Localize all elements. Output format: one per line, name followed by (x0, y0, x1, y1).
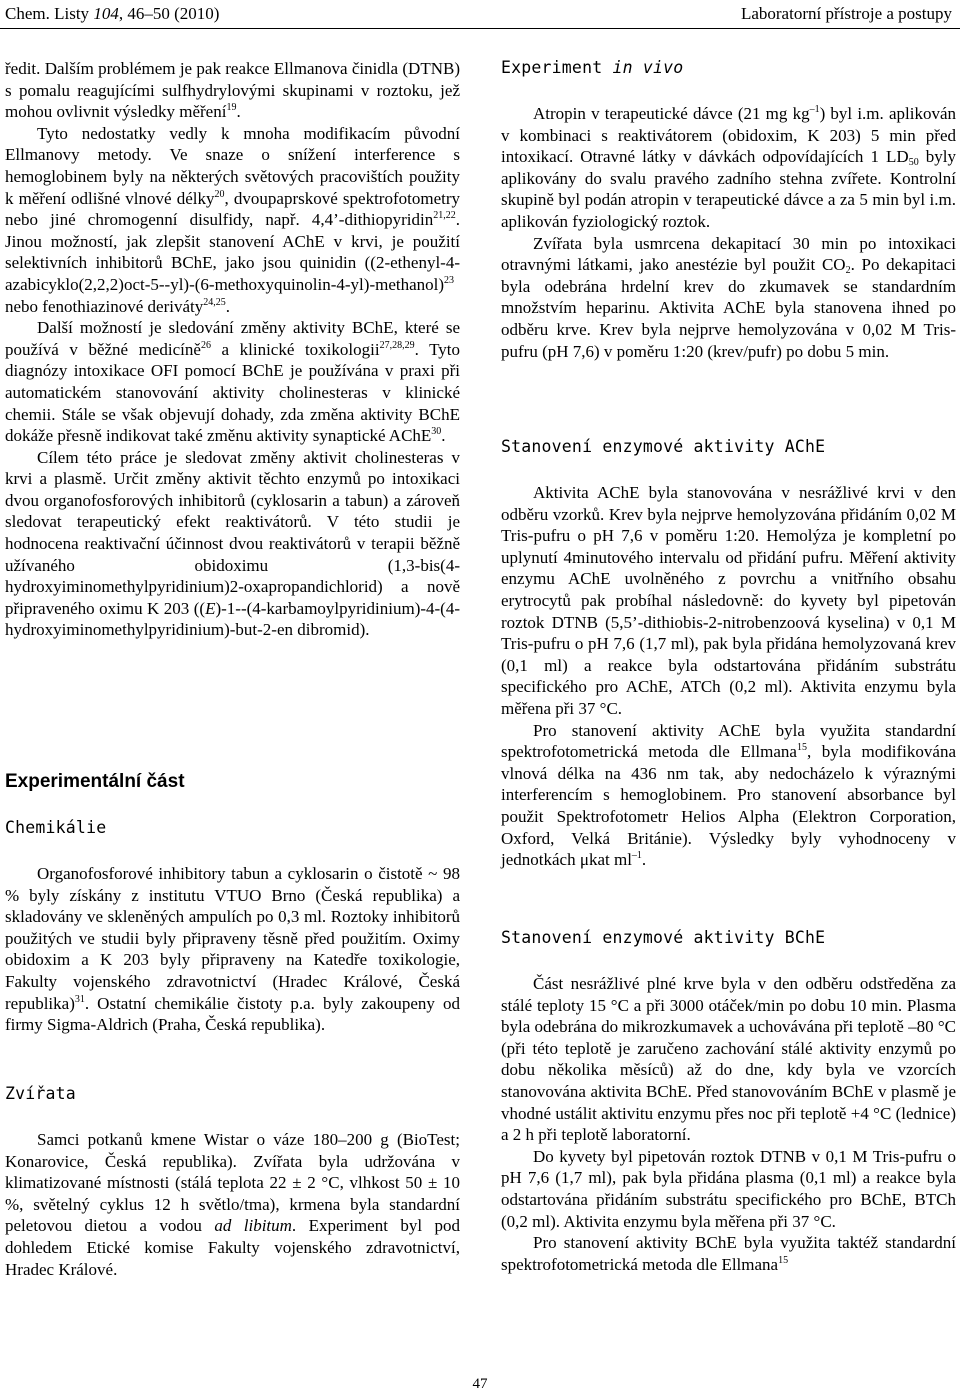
text: . (225, 296, 231, 316)
citation-ref: 19 (226, 102, 237, 114)
text: . Po dekapitaci byla odebrána hrdelní krev do zkumavek se standardním množstvím heparinu. Aktivita AChE byla stanovena ihned po odběru krve. Krev byla nejprve hemolyzována v 0,02 M Tris-pufru (pH 7,6) v poměru 1:20 (krev/pufr) po dobu 5 min. (501, 255, 956, 361)
journal-name: Chem. Listy (5, 4, 94, 23)
citation-ref: 26 (200, 339, 211, 351)
paragraph (5, 1129, 460, 1280)
subscript: 2 (845, 265, 851, 277)
text: a klinické toxikologii (210, 339, 380, 359)
citation-ref: 31 (74, 993, 85, 1005)
text: . Jinou možností, jak zlepšit stanovení AChE v krvi, je použití selektivních inhibitorů BChE, jako jsou quinidin ((2-ethenyl-4-azabicyklo(2,2,2)oct-5--yl)-(6-methoxyquinolin-4-yl)-methanol) (5, 210, 460, 294)
paragraph (5, 317, 460, 447)
paragraph (501, 233, 956, 363)
ache-section (501, 482, 956, 871)
running-header (0, 0, 960, 28)
text: byly aplikovány do svalu pravého zadního stehna zvířete. Kontrolní skupině byl podán atropin v terapeutické dávce a za 5 min byl i.m. aplikován fyziologický roztok. (501, 147, 956, 231)
header-rule (0, 28, 960, 29)
paragraph (501, 1232, 956, 1275)
journal-volume: 104 (93, 4, 119, 23)
text: Část nesrážlivé plné krve byla v den odběru odstředěna za stálé teploty 15 °C a při 3000 otáček/min po dobu 10 min. Plasma byla odebrána do mikrozkumavek a uchovávána při teplotě –80 °C (při této teplotě je zaručeno zachování stálé aktivity enzymů po dobu několika měsíců) až do dne, kdy byla ve vzorcích stanovována aktivita BChE. Před stanovováním BChE v plasmě je vhodné ustálit aktivitu enzymu přes noc při teplotě +4 °C (lednice) a 2 h při teplotě laboratorní. (501, 974, 956, 1145)
paragraph (5, 863, 460, 1036)
superscript: –1 (809, 104, 820, 115)
citation-ref: 21,22 (433, 210, 456, 222)
text: Pro stanovení aktivity BChE byla využita taktéž standardní spektrofotometrická metoda dle Ellmana (501, 1233, 956, 1274)
paragraph (501, 1146, 956, 1232)
text: ) byl i.m. aplikován v kombinaci s reaktivátorem (obidoxim, K 203) 5 min před intoxikací. Otravné látky v dávkách odpovídajících 1 LD (501, 104, 956, 167)
animals-section (5, 1129, 460, 1280)
text: Experiment (501, 58, 613, 77)
text: Samci potkanů kmene Wistar o váze 180–200 g (BioTest; Konarovice, Česká republika). Zvířata byla udržována v klimatizované místnosti (stálá teplota 22 ± 2 °C, vlhkost 50 ± 10 %, světelný cyklus 12 h světlo/tma), krmena byla standardní peletovou dietou a vodou (5, 1130, 460, 1236)
chemicals-section (5, 863, 460, 1036)
paragraph (5, 58, 460, 123)
text: Aktivita AChE byla stanovována v nesrážlivé krvi v den odběru vzorků. Krev byla nejprve hemolyzována přidáním 0,02 M Tris-pufru o pH 7,6 v poměru 1:20. Hemolýza je kompletní po uplynutí 4minutového intervalu od přidání pufru. Měření aktivity enzymu AChE uvolněného z povrchu a vnitřního obsahu erytrocytů pak probíhal následovně: do kyvety byl pipetován roztok DTNB (5,5’-dithiobis-2-nitrobenzoová kyselina) v 0,1 M Tris-pufru o pH 7,6 (1,7 ml), pak byla přidána hemolyzovaná krev (0,1 ml) a reakce byla odstartována přidáním substrátu specifického pro AChE, ATCh (0,2 ml). Aktivita enzymu byla měřena při 37 °C. (501, 483, 956, 718)
paragraph (501, 482, 956, 720)
journal-citation (5, 4, 219, 24)
citation-ref: 15 (796, 742, 807, 754)
paragraph (5, 123, 460, 317)
italic-text: E (205, 598, 216, 618)
subsection-heading-in-vivo (501, 58, 683, 77)
paragraph (501, 973, 956, 1146)
text: . (641, 850, 647, 870)
italic-text: in vivo (612, 58, 684, 77)
superscript: –1 (631, 850, 642, 862)
journal-pages: , 46–50 (2010) (118, 4, 220, 23)
subsection-heading-animals: Zvířata (5, 1084, 76, 1103)
text: . (236, 102, 241, 122)
text: Tyto nedostatky vedly k mnoha modifikacím původní Ellmanovy metody. Ve snaze o snížení interference s hemoglobinem byly na některých světových pracovištích použity k měření odlišné vlnové délky (5, 123, 460, 208)
text: , byla modifikována vlnová délka na 436 nm tak, aby nedocházelo k výraznými interferencím s hemoglobinem. Pro stanovení absorbance byl použit Spektrofotometr Helios Alpha (Elektron Corporation, Oxford, Velká Británie). Výsledky byly vyhodnoceny v jednotkách μkat ml (501, 742, 956, 870)
subsection-heading-bche: Stanovení enzymové aktivity BChE (501, 928, 826, 947)
text: , dvoupaprskové spektrofotometry nebo jiné chromogenní disulfidy, např. 4,4’-dithiopyridin (5, 188, 461, 230)
left-column-intro (5, 58, 460, 641)
text: Další možností je sledování změny aktivity BChE, které se používá v běžné medicíně (5, 318, 460, 359)
citation-ref: 30 (431, 426, 442, 438)
subsection-heading-chemicals: Chemikálie (5, 818, 107, 837)
citation-ref: 27,28,29 (379, 339, 415, 351)
text: . Tyto diagnózy intoxikace OFI pomocí BChE je používána v praxi při automatickém stanovování aktivity cholinesteras v klinické chemii. Stále se však objevují dohady, zda změna aktivity BChE dokáže přesně indikovat také změnu aktivity synaptické AChE (5, 339, 460, 446)
text: . (441, 426, 446, 446)
text: ředit. Dalším problémem je pak reakce Ellmanova činidla (DTNB) s pomalu reagujícími sulfhydrylovými skupinami v roztoku, jež mohou ovlivnit výsledky měření (5, 59, 460, 122)
paragraph (501, 720, 956, 871)
text: . Ostatní chemikálie čistoty p.a. byly zakoupeny od firmy Sigma-Aldrich (Praha, Česká republika). (5, 993, 460, 1035)
citation-ref: 23 (444, 274, 455, 286)
citation-ref: 20 (214, 188, 225, 200)
paragraph (501, 103, 956, 233)
section-heading-experimental: Experimentální část (5, 771, 185, 792)
text: Cílem této práce je sledovat změny aktivit cholinesteras v krvi a plasmě. Určit změny aktivit těchto enzymů po intoxikaci dvou organofosforových inhibitorů (cyklosarin a tabun) a zároveň sledovat terapeutický efekt reaktivátorů. V této studii je hodnocena reaktivační účinnost dvou reaktivátorů v terapii běžně užívaného obidoximu (1,3-bis(4-hydroxyiminomethylpyridinium)2-oxapropandichlorid) a nově připraveného oximu K 203 (( (5, 447, 460, 618)
text: Organofosforové inhibitory tabun a cyklosarin o čistotě ~ 98 % byly získány z institutu VTUO Brno (Česká republika) a skladovány ve skleněných ampulích po 0,3 ml. Roztoky inhibitorů použitých ve studii byly připraveny těsně před použitím. Oximy obidoxim a K 203 byly připraveny na Katedře toxikologie, Fakulty vojenského zdravotnictví (Hradec Králové, Česká republika) (5, 864, 460, 1013)
paragraph (5, 447, 460, 641)
text: Atropin v terapeutické dávce (21 mg kg (533, 104, 810, 123)
text: Zvířata byla usmrcena dekapitací 30 min po intoxikaci otravnými látkami, jako anestézie byl použit CO (501, 233, 956, 275)
subsection-heading-ache: Stanovení enzymové aktivity AChE (501, 437, 826, 456)
text: nebo fenothiazinové deriváty (5, 296, 204, 316)
text: )-1--(4-karbamoylpyridinium)-4-(4-hydroxyiminomethylpyridinium)-but-2-en dibromid). (5, 598, 460, 640)
citation-ref: 24,25 (203, 296, 226, 308)
text: . Experiment byl pod dohledem Etické komise Fakulty vojenského zdravotnictví, Hradec Králové. (5, 1216, 461, 1279)
in-vivo-section (501, 103, 956, 362)
text: Do kyvety byl pipetován roztok DTNB v 0,1 M Tris-pufru o pH 7,6 (1,7 ml), pak byla přidána plasma (0,1 ml) a reakce byla odstartována přidáním substrátu specifického pro BChE, BTCh (0,2 ml). Aktivita enzymu byla měřena při 37 °C. (501, 1146, 956, 1231)
page-number: 47 (472, 1376, 488, 1392)
subscript: 50 (908, 157, 919, 169)
text: Pro stanovení aktivity AChE byla využita standardní spektrofotometrická metoda dle Ellmana (501, 720, 956, 762)
section-title: Laboratorní přístroje a postupy (740, 4, 952, 23)
bche-section (501, 973, 956, 1275)
italic-text: ad libitum (214, 1216, 292, 1236)
citation-ref: 15 (778, 1254, 789, 1266)
